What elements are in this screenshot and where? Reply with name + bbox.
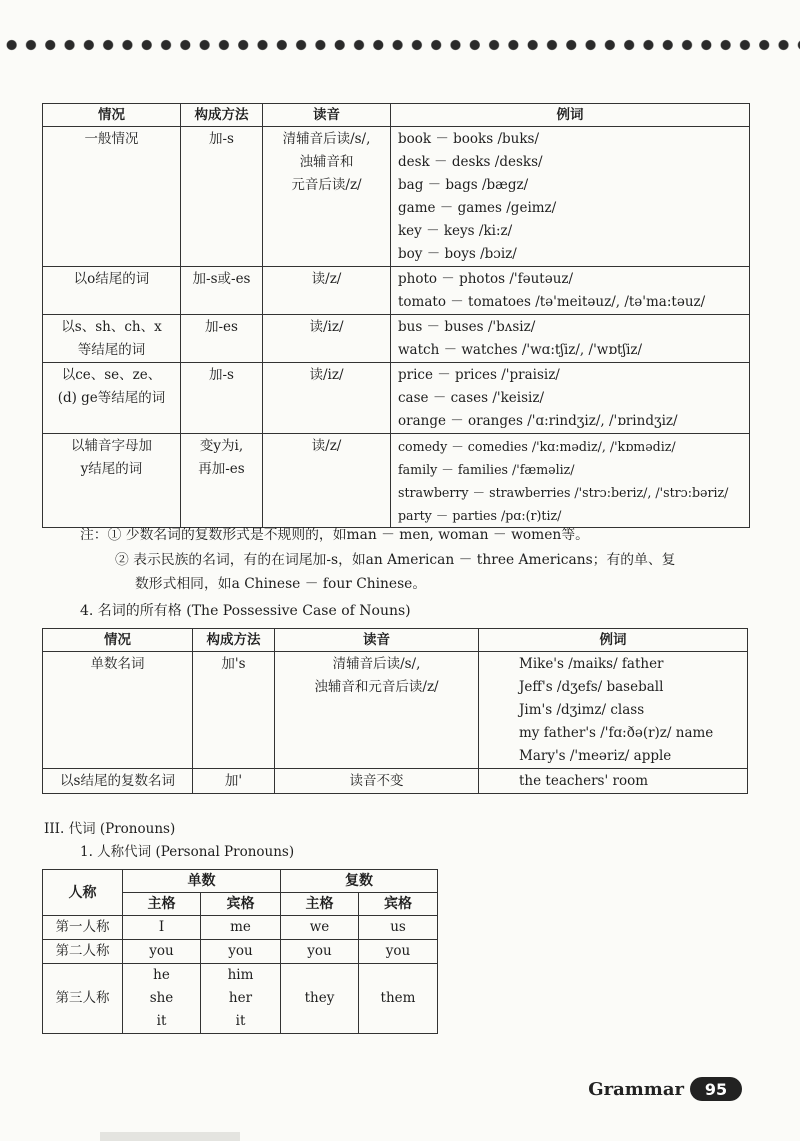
table-row xyxy=(43,363,750,434)
method-cell: 加's xyxy=(193,652,275,769)
pronunciation-cell: 读音不变 xyxy=(275,769,479,794)
singular-object-cell: you xyxy=(201,940,281,964)
table-row xyxy=(43,267,750,315)
plural-rules-table xyxy=(42,103,750,528)
table-row xyxy=(43,127,750,267)
examples-cell: book － books /buks/ desk － desks /desks/ bag － bags /bægz/ game － games /geimz/ key － keys /ki:z/ boy － boys /bɔiz/ xyxy=(391,127,750,267)
personal-pronouns-table xyxy=(42,869,438,1034)
table-row xyxy=(43,652,748,769)
situation-cell: 以s结尾的复数名词 xyxy=(43,769,193,794)
possessive-case-table xyxy=(42,628,748,794)
table-row xyxy=(43,434,750,528)
examples-cell: photo － photos /'fəutəuz/ tomato － tomatoes /tə'meitəuz/, /tə'ma:təuz/ xyxy=(391,267,750,315)
table-header-row xyxy=(43,104,750,127)
situation-cell: 以s、sh、ch、x 等结尾的词 xyxy=(43,315,181,363)
person-cell: 第二人称 xyxy=(43,940,123,964)
header-situation: 情况 xyxy=(43,629,193,652)
singular-subject-cell: he she it xyxy=(123,964,201,1034)
pronunciation-cell: 清辅音后读/s/, 浊辅音和 元音后读/z/ xyxy=(263,127,391,267)
header-pronunciation: 读音 xyxy=(275,629,479,652)
plural-object-cell: them xyxy=(359,964,438,1034)
situation-cell: 以o结尾的词 xyxy=(43,267,181,315)
situation-cell: 一般情况 xyxy=(43,127,181,267)
page-footer xyxy=(588,1074,742,1104)
table-row xyxy=(43,940,438,964)
note-line-1: 注：① 少数名词的复数形式是不规则的，如man － men, woman － women等。 xyxy=(80,527,589,543)
situation-cell: 以辅音字母加 y结尾的词 xyxy=(43,434,181,528)
pronunciation-cell: 清辅音后读/s/, 浊辅音和元音后读/z/ xyxy=(275,652,479,769)
footer-section-name: Grammar xyxy=(588,1078,684,1100)
person-cell: 第一人称 xyxy=(43,916,123,940)
scan-smudge xyxy=(100,1132,240,1141)
method-cell: 加' xyxy=(193,769,275,794)
situation-cell: 单数名词 xyxy=(43,652,193,769)
table-row xyxy=(43,964,438,1034)
header-person: 人称 xyxy=(43,870,123,916)
singular-object-cell: him her it xyxy=(201,964,281,1034)
header-singular-object: 宾格 xyxy=(201,893,281,916)
plural-object-cell: us xyxy=(359,916,438,940)
table-header-row xyxy=(43,629,748,652)
table-header-row xyxy=(43,870,438,893)
method-cell: 变y为i, 再加-es xyxy=(181,434,263,528)
singular-subject-cell: you xyxy=(123,940,201,964)
table-row xyxy=(43,916,438,940)
plural-subject-cell: you xyxy=(281,940,359,964)
header-plural-object: 宾格 xyxy=(359,893,438,916)
header-plural-subject: 主格 xyxy=(281,893,359,916)
header-plural: 复数 xyxy=(281,870,438,893)
person-cell: 第三人称 xyxy=(43,964,123,1034)
pronunciation-cell: 读/iz/ xyxy=(263,363,391,434)
method-cell: 加-s xyxy=(181,127,263,267)
singular-object-cell: me xyxy=(201,916,281,940)
note-line-2: ② 表示民族的名词，有的在词尾加-s，如an American － three Americans；有的单、复 xyxy=(115,552,676,568)
header-examples: 例词 xyxy=(479,629,748,652)
header-situation: 情况 xyxy=(43,104,181,127)
examples-cell: Mike's /maiks/ father Jeff's /dʒefs/ baseball Jim's /dʒimz/ class my father's /'fɑ:ðə(r)z/ name Mary's /'meəriz/ apple xyxy=(479,652,748,769)
examples-cell: the teachers' room xyxy=(479,769,748,794)
plural-subject-cell: we xyxy=(281,916,359,940)
header-examples: 例词 xyxy=(391,104,750,127)
plural-object-cell: you xyxy=(359,940,438,964)
subsection-heading-personal-pronouns: 1. 人称代词 (Personal Pronouns) xyxy=(80,844,295,860)
plural-subject-cell: they xyxy=(281,964,359,1034)
section-heading-possessive: 4. 名词的所有格 (The Possessive Case of Nouns) xyxy=(80,603,411,619)
examples-cell: price － prices /'praisiz/ case － cases /'keisiz/ orange － oranges /'ɑ:rindʒiz/, /'ɒrindʒiz/ xyxy=(391,363,750,434)
note-line-3: 数形式相同，如a Chinese － four Chinese。 xyxy=(135,576,427,592)
pronunciation-cell: 读/iz/ xyxy=(263,315,391,363)
examples-cell: comedy － comedies /'kɑ:mədiz/, /'kɒmədiz/ family － families /'fæməliz/ strawberry － strawberries /'strɔ:beriz/, /'strɔ:bəriz/ party － parties /pɑ:(r)tiz/ xyxy=(391,434,750,528)
header-singular: 单数 xyxy=(123,870,281,893)
method-cell: 加-s或-es xyxy=(181,267,263,315)
method-cell: 加-s xyxy=(181,363,263,434)
header-method: 构成方法 xyxy=(193,629,275,652)
method-cell: 加-es xyxy=(181,315,263,363)
table-row xyxy=(43,769,748,794)
examples-cell: bus － buses /'bʌsiz/ watch － watches /'wɑ:tʃiz/, /'wɒtʃiz/ xyxy=(391,315,750,363)
pronunciation-cell: 读/z/ xyxy=(263,267,391,315)
header-pronunciation: 读音 xyxy=(263,104,391,127)
page-number-badge: 95 xyxy=(690,1077,742,1101)
pronunciation-cell: 读/z/ xyxy=(263,434,391,528)
decorative-dot-border xyxy=(0,38,800,52)
table-row xyxy=(43,315,750,363)
situation-cell: 以ce、se、ze、 (d) ge等结尾的词 xyxy=(43,363,181,434)
header-singular-subject: 主格 xyxy=(123,893,201,916)
singular-subject-cell: I xyxy=(123,916,201,940)
header-method: 构成方法 xyxy=(181,104,263,127)
section-heading-pronouns: III. 代词 (Pronouns) xyxy=(44,821,176,837)
